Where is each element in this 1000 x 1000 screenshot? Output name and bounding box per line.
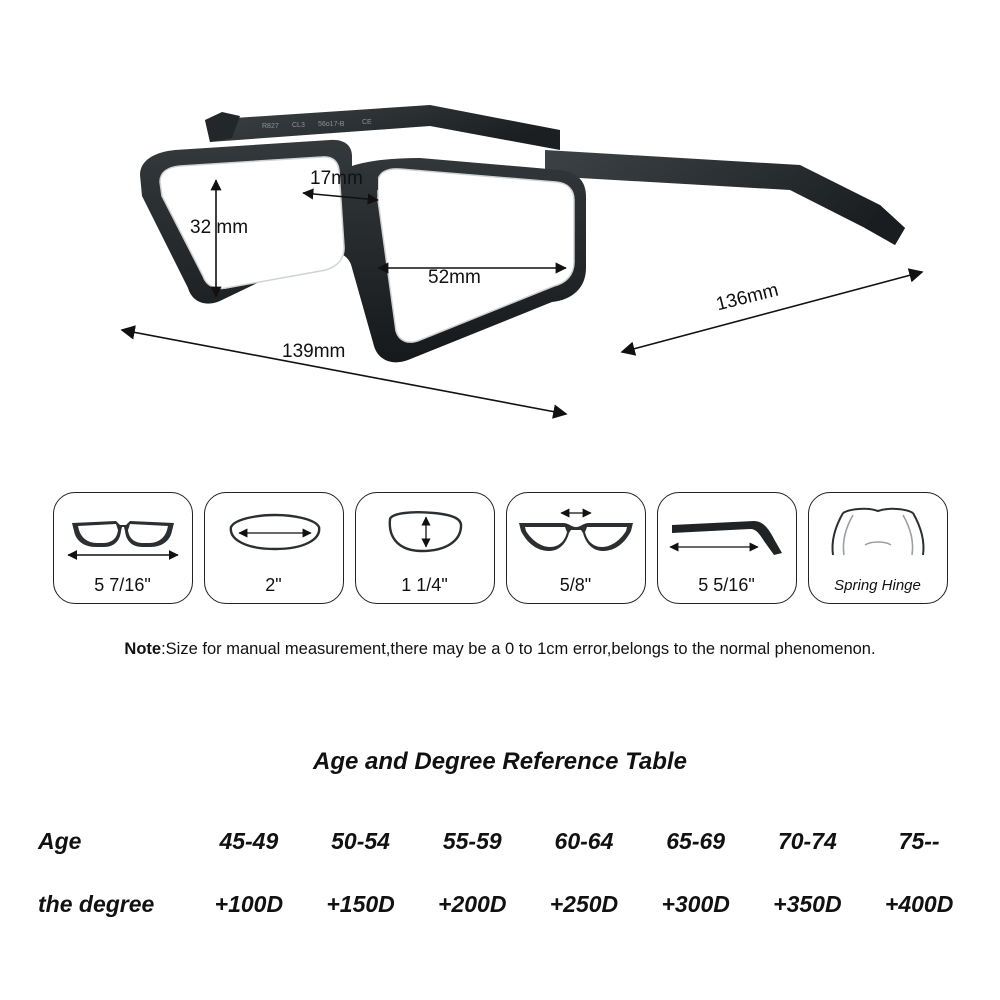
cell-degree-0: +100D (214, 891, 284, 917)
icon-caption-lens-width: 2" (265, 575, 282, 595)
cell-degree-4: +300D (661, 891, 730, 917)
dim-label-bridge: 17mm (310, 168, 363, 189)
note-label: Note (124, 640, 162, 658)
svg-text:CE: CE (362, 119, 372, 126)
cell-age-3: 60-64 (554, 828, 614, 854)
lens-width-icon (205, 497, 343, 565)
dim-label-temple-length: 136mm (714, 279, 781, 316)
icon-card-bridge-width (506, 492, 646, 604)
icon-card-temple-length (657, 492, 797, 604)
svg-text:R827: R827 (262, 123, 279, 130)
cell-degree-2: +200D (438, 891, 507, 917)
cell-age-6: 75-- (898, 828, 940, 854)
icon-card-spring-hinge (808, 492, 948, 604)
icon-caption-spring-hinge: Spring Hinge (834, 577, 921, 594)
cell-degree-5: +350D (773, 891, 842, 917)
icon-caption-frame-front: 5 7/16" (94, 575, 151, 595)
bridge-width-icon (507, 497, 645, 565)
icon-caption-lens-height: 1 1/4" (401, 575, 448, 595)
row-head-degree: the degree (38, 891, 155, 917)
cell-age-2: 55-59 (442, 828, 502, 854)
temple-arm-right (545, 150, 905, 245)
measurement-icon-row (0, 492, 1000, 612)
svg-text:56o17-B: 56o17-B (318, 121, 345, 128)
age-degree-table (30, 810, 975, 936)
icon-card-lens-height (355, 492, 495, 604)
cell-age-5: 70-74 (777, 828, 837, 854)
cell-age-1: 50-54 (331, 828, 390, 854)
lens-height-icon (356, 497, 494, 565)
cell-degree-6: +400D (884, 891, 954, 917)
icon-card-frame-front (53, 492, 193, 604)
cell-age-0: 45-49 (219, 828, 279, 854)
table-row (30, 873, 975, 936)
eyeglasses-illustration (0, 0, 1000, 470)
note-line (0, 640, 1000, 659)
table-row (30, 810, 975, 873)
frame-front (140, 140, 586, 362)
cell-degree-3: +250D (549, 891, 619, 917)
frame-front-icon (54, 497, 192, 565)
cell-age-4: 65-69 (666, 828, 726, 854)
dim-label-frame-width: 139mm (282, 341, 346, 362)
note-text: :Size for manual measurement,there may be a 0 to 1cm error,belongs to the normal phenomenon. (161, 640, 876, 658)
spring-hinge-icon (809, 497, 947, 565)
cell-degree-1: +150D (326, 891, 395, 917)
dim-label-lens-height: 32 mm (190, 217, 249, 238)
icon-caption-temple-length: 5 5/16" (698, 575, 755, 595)
temple-length-icon (658, 497, 796, 565)
icon-caption-bridge-width: 5/8" (559, 575, 592, 595)
temple-arm-left (205, 105, 560, 150)
row-head-age: Age (38, 828, 82, 854)
product-diagram (0, 0, 1000, 470)
icon-card-lens-width (204, 492, 344, 604)
dim-label-lens-width: 52mm (428, 267, 481, 288)
table-title: Age and Degree Reference Table (313, 748, 687, 775)
svg-text:CL3: CL3 (292, 122, 305, 129)
